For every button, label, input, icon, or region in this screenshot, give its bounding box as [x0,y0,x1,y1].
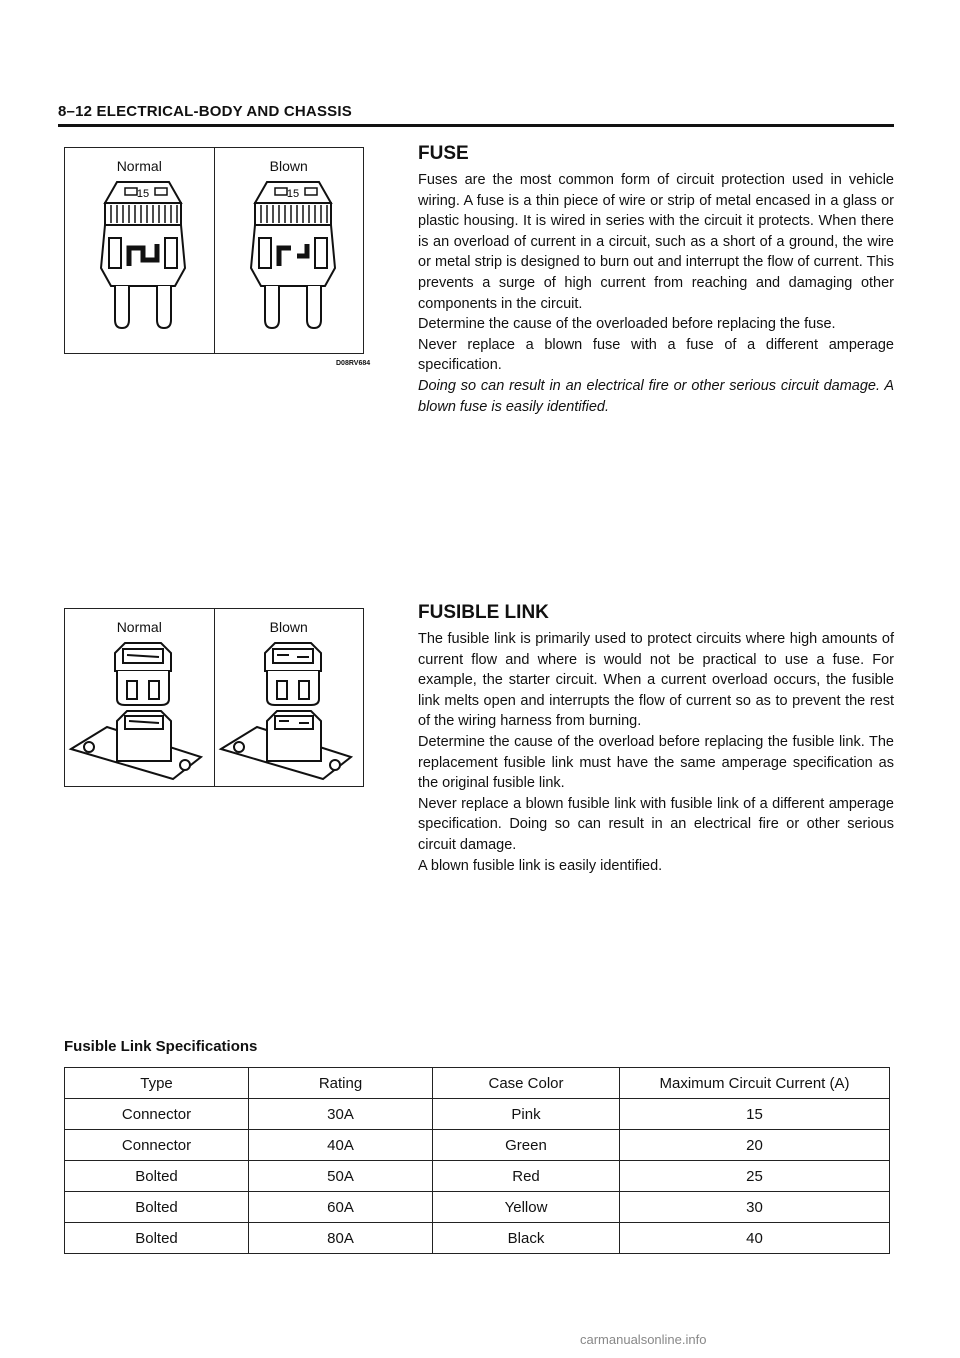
table-cell: Red [433,1161,620,1192]
table-cell: Bolted [65,1192,249,1223]
link-section-body [418,629,894,876]
table-row [65,1223,890,1254]
table-cell: 40 [620,1223,890,1254]
table-cell: Bolted [65,1223,249,1254]
link-paragraph: Determine the cause of the overload before replacing the fusible link. The replacement fusible link must have the same amperage specification as the original fusible link. [418,733,894,792]
fuse-blown-illustration [215,148,363,353]
table-cell: Bolted [65,1161,249,1192]
fuse-normal-illustration [65,148,213,353]
table-cell: 30A [249,1099,433,1130]
fuse-number-normal: 15 [136,188,150,200]
header-cell: Case Color [433,1068,620,1099]
fuse-paragraph: Never replace a blown fuse with a fuse of a different amperage specification. [418,336,894,374]
link-normal-label: Normal [116,619,162,635]
fuse-blown-label: Blown [269,158,308,174]
table-cell: Connector [65,1130,249,1161]
fusible-link-figure [64,608,364,787]
table-row [65,1192,890,1223]
link-normal-illustration [65,609,213,786]
link-paragraph: The fusible link is primarily used to protect circuits where high amounts of current flow and where is would not be practical to use a fuse. For example, the starter circuit. When a current overload occurs, the fusible link melts open and interrupts the flow of current so as to prevent the rest of the wiring harness from burning. [418,631,894,730]
fuse-normal-label: Normal [116,158,162,174]
fuse-paragraph: Determine the cause of the overloaded before replacing the fuse. [418,316,836,333]
link-section-title: FUSIBLE LINK [418,602,549,623]
table-row [65,1130,890,1161]
fuse-paragraph: Doing so can result in an electrical fire or other serious circuit damage. A blown fuse is easily identified. [418,377,894,415]
spec-table-title: Fusible Link Specifications [64,1038,258,1055]
table-cell: Green [433,1130,620,1161]
link-normal-panel [65,609,214,786]
fuse-section-body [418,170,894,417]
fuse-figure-code: D08RV684 [336,360,371,367]
table-cell: 40A [249,1130,433,1161]
table-row [65,1161,890,1192]
table-header-row [65,1068,890,1099]
link-blown-panel [214,609,364,786]
header-cell: Maximum Circuit Current (A) [620,1068,890,1099]
link-blown-label: Blown [269,619,308,635]
fuse-blown-panel [214,148,364,353]
table-cell: Pink [433,1099,620,1130]
header-cell: Type [65,1068,249,1099]
link-paragraph: A blown fusible link is easily identified. [418,857,663,874]
fuse-number-blown: 15 [286,188,299,200]
table-cell: Yellow [433,1192,620,1223]
page-header: 8–12 ELECTRICAL-BODY AND CHASSIS [58,103,352,120]
link-paragraph: Never replace a blown fusible link with fusible link of a different amperage specification. Doing so can result in an electrical fire or other serious circuit damage. [418,795,894,853]
header-rule [58,124,894,127]
table-row [65,1099,890,1130]
fuse-figure [64,147,364,354]
table-cell: Black [433,1223,620,1254]
table-cell: 30 [620,1192,890,1223]
table-cell: 15 [620,1099,890,1130]
table-cell: 80A [249,1223,433,1254]
fuse-paragraph: Fuses are the most common form of circuit protection used in vehicle wiring. A fuse is a thin piece of wire or strip of metal encased in a glass or plastic housing. It is wired in series with the circuit it protects. When there is an overload of current in a circuit, such as a short of a ground, the wire or metal strip is designed to burn out and interrupt the flow of current. This prevents a surge of high current from reaching and damaging other components in the circuit. [418,172,894,312]
table-cell: 60A [249,1192,433,1223]
watermark: carmanualsonline.info [580,1332,707,1347]
table-cell: Connector [65,1099,249,1130]
link-blown-illustration [215,609,363,786]
spec-table [64,1067,890,1254]
header-cell: Rating [249,1068,433,1099]
table-cell: 25 [620,1161,890,1192]
table-cell: 50A [249,1161,433,1192]
fuse-section-title: FUSE [418,143,469,164]
fuse-normal-panel [65,148,214,353]
table-cell: 20 [620,1130,890,1161]
